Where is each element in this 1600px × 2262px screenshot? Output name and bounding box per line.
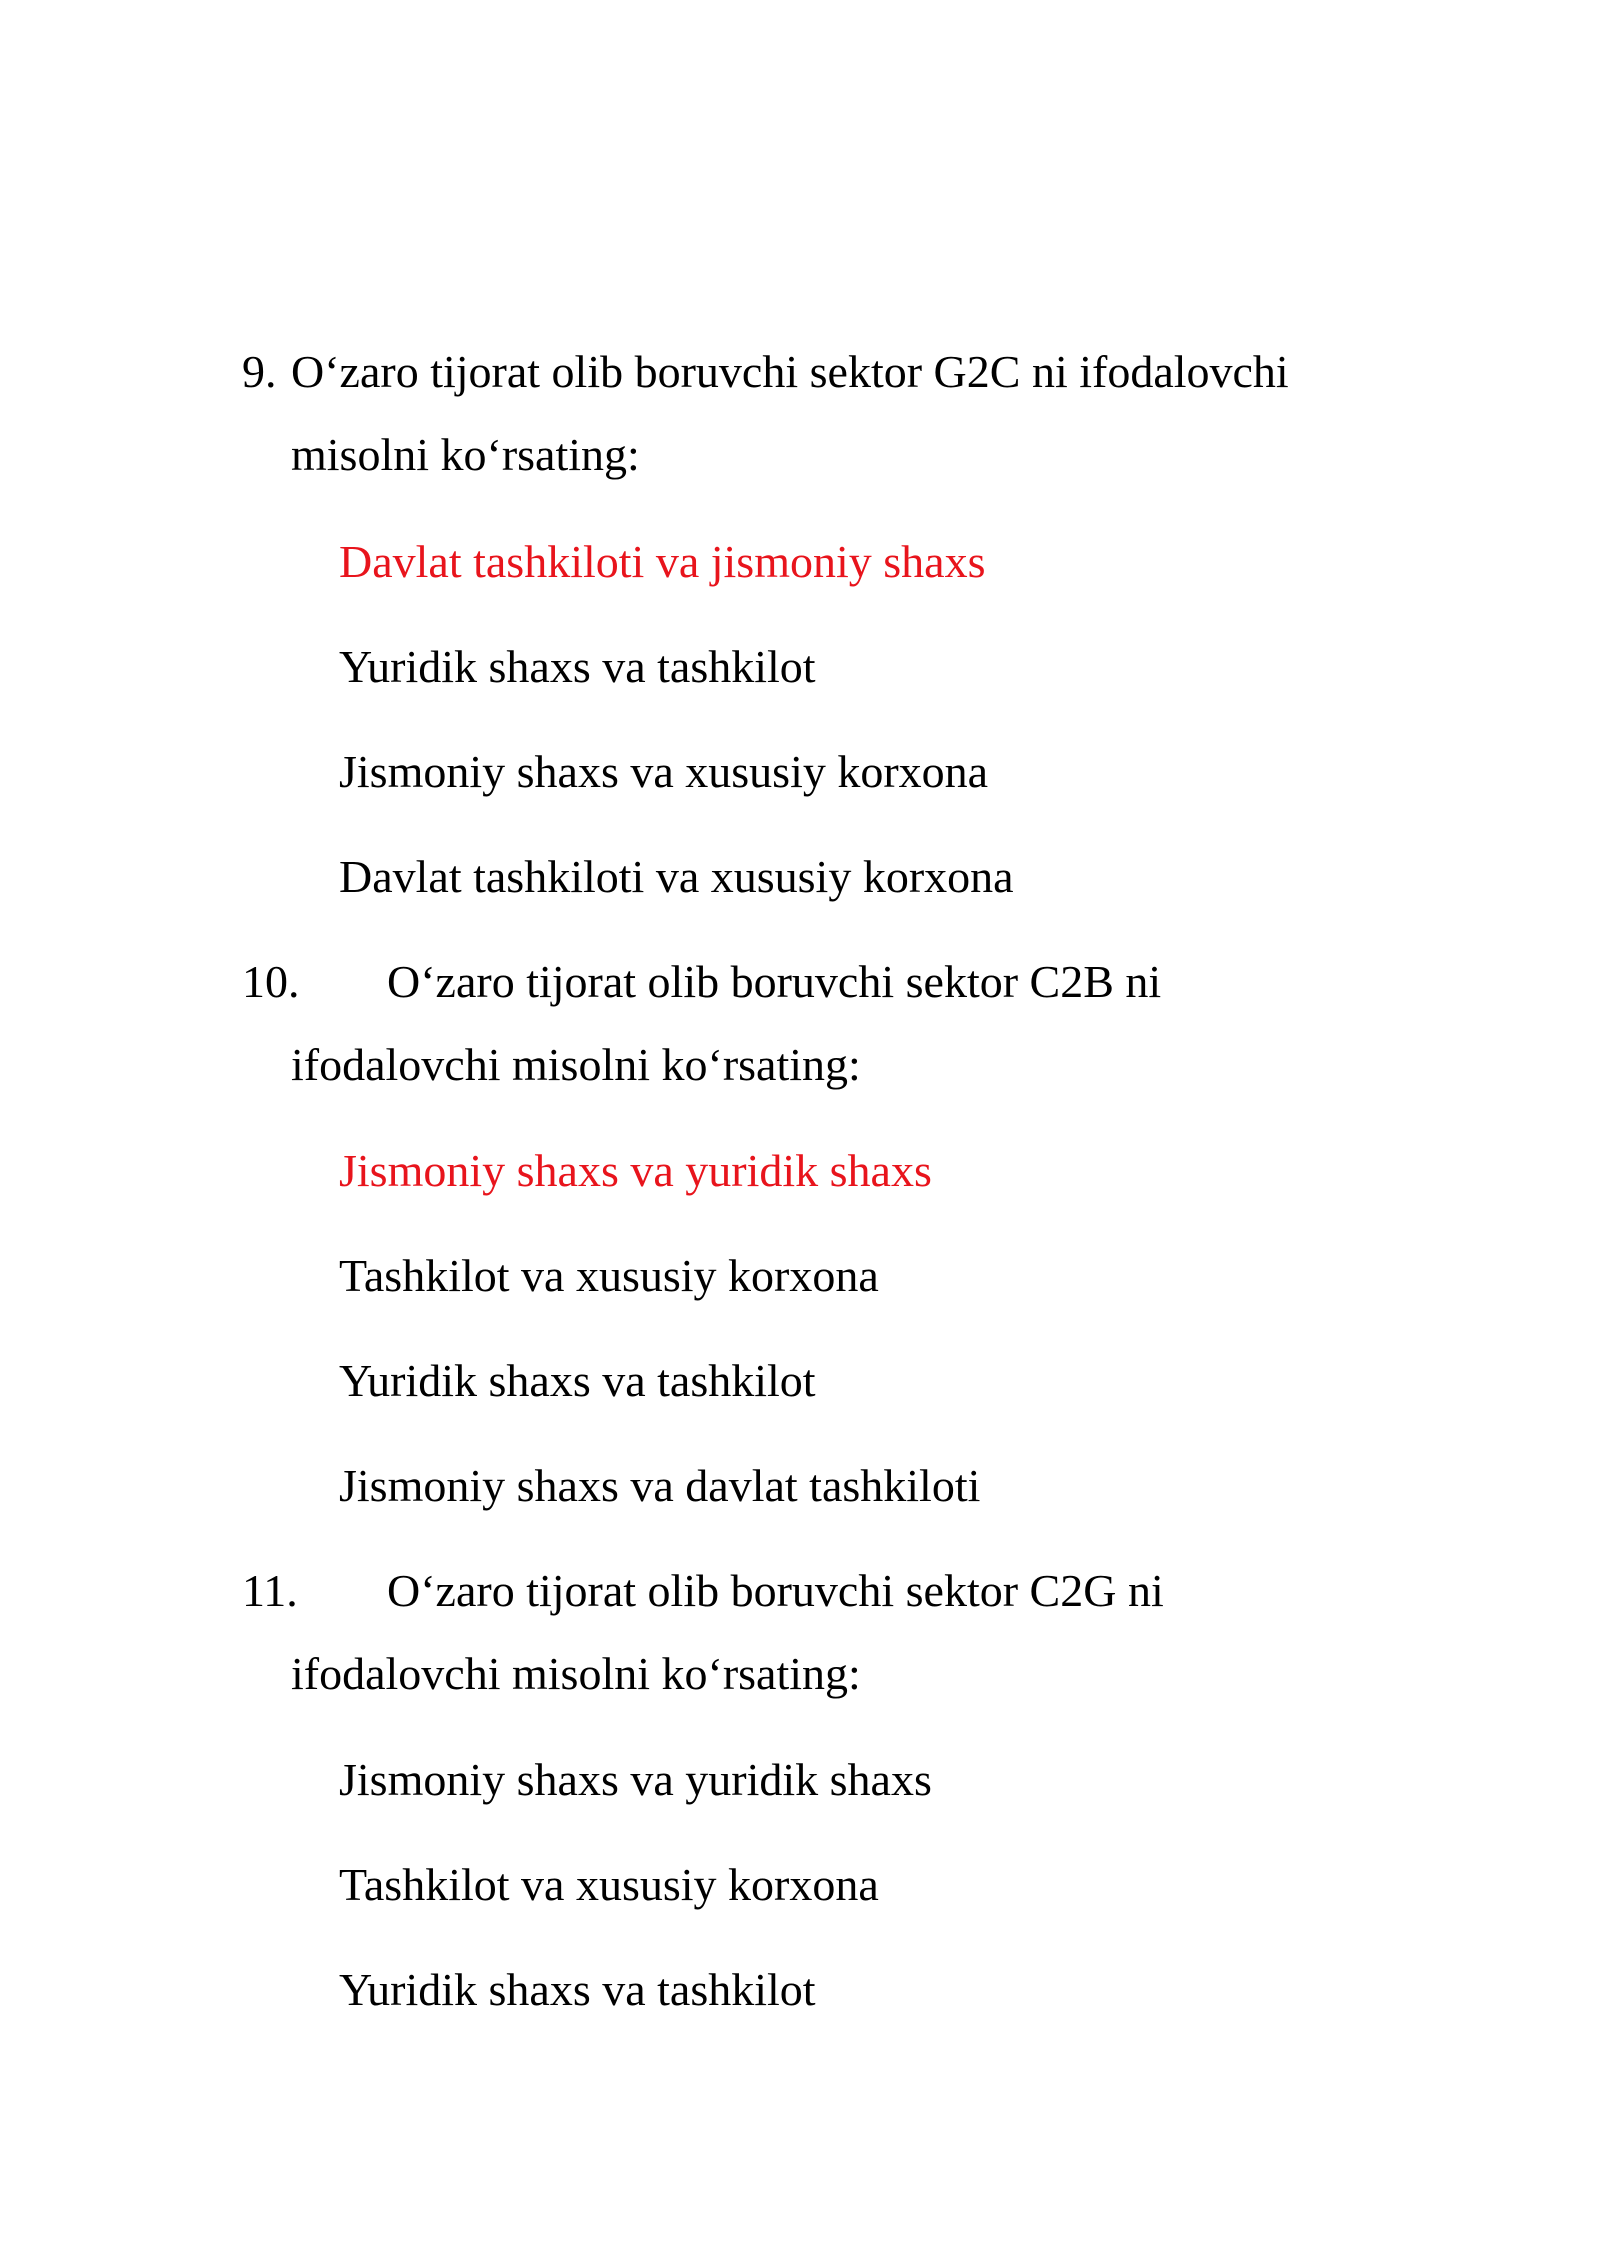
question-text-line-1: O‘zaro tijorat olib boruvchi sektor G2C ni ifodalovchi xyxy=(291,346,1289,397)
answer-option: Yuridik shaxs va tashkilot xyxy=(339,1355,816,1406)
question-text-line-2: ifodalovchi misolni ko‘rsating: xyxy=(291,1039,861,1090)
question-text-line-2: ifodalovchi misolni ko‘rsating: xyxy=(291,1648,861,1699)
question-text-line-2: misolni ko‘rsating: xyxy=(291,429,640,480)
answer-option: Jismoniy shaxs va yuridik shaxs xyxy=(339,1754,932,1805)
answer-option: Jismoniy shaxs va xususiy korxona xyxy=(339,746,989,797)
question-number: 9. xyxy=(242,346,277,397)
answer-option: Davlat tashkiloti va xususiy korxona xyxy=(339,851,1014,902)
answer-option: Jismoniy shaxs va davlat tashkiloti xyxy=(339,1460,981,1511)
answer-option: Tashkilot va xususiy korxona xyxy=(339,1250,879,1301)
question-number: 10. xyxy=(242,956,300,1007)
question-text-line-1: O‘zaro tijorat olib boruvchi sektor C2G ni xyxy=(387,1565,1164,1616)
answer-option: Yuridik shaxs va tashkilot xyxy=(339,641,816,692)
question-text-line-1: O‘zaro tijorat olib boruvchi sektor C2B ni xyxy=(387,956,1162,1007)
answer-option-correct: Jismoniy shaxs va yuridik shaxs xyxy=(339,1145,932,1196)
answer-option: Yuridik shaxs va tashkilot xyxy=(339,1964,816,2015)
question-number: 11. xyxy=(242,1565,298,1616)
answer-option: Tashkilot va xususiy korxona xyxy=(339,1859,879,1910)
answer-option-correct: Davlat tashkiloti va jismoniy shaxs xyxy=(339,536,986,587)
